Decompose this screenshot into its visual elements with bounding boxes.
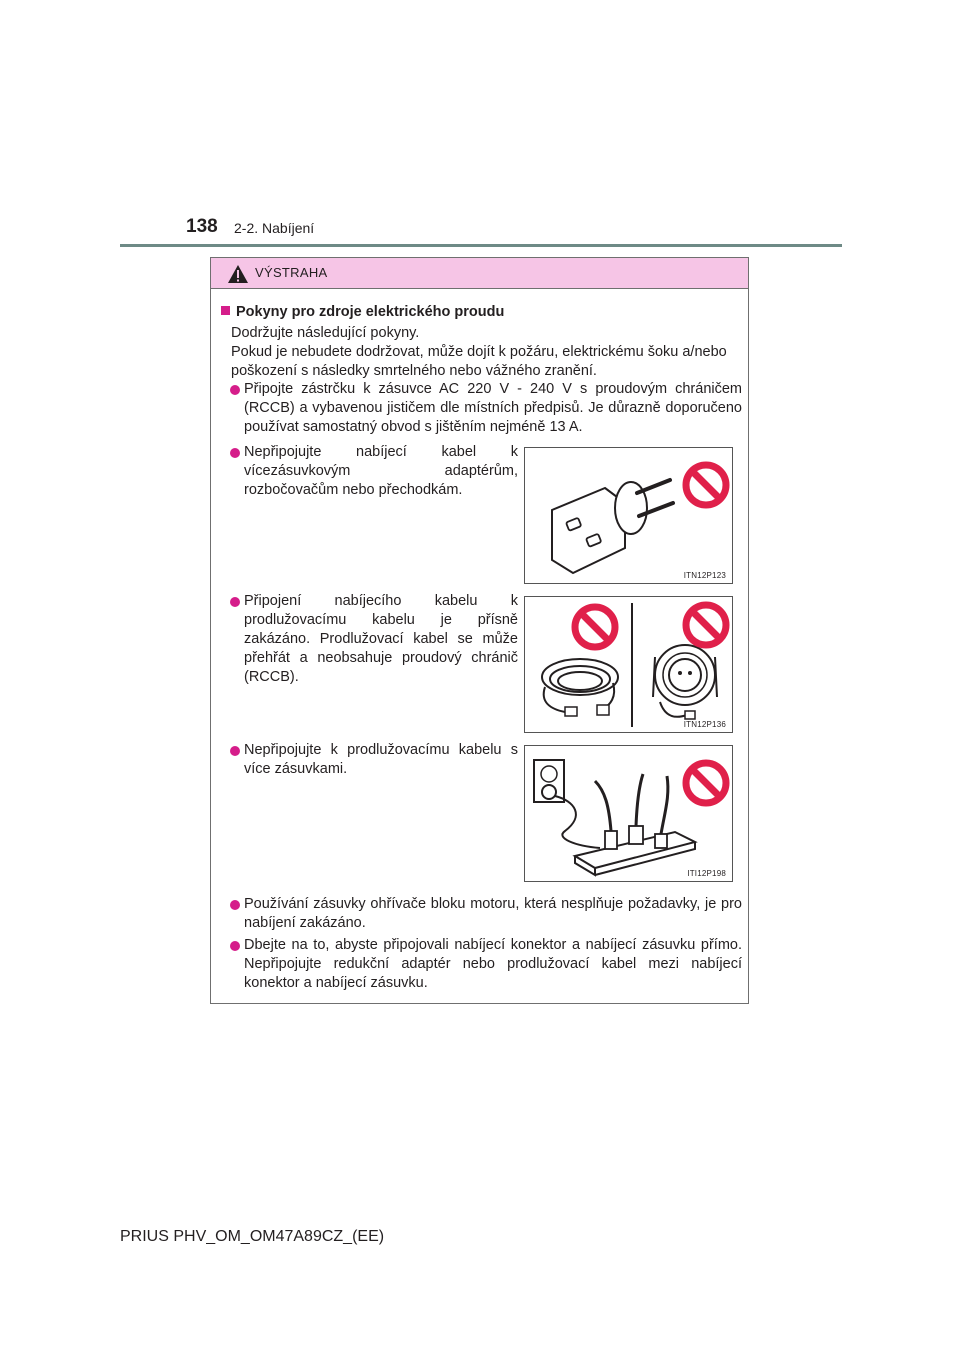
figure-code: ITN12P123 (683, 571, 726, 580)
warning-item-2: Nepřipojujte nabíjecí kabel k vícezásuvkovým adaptérům, rozbočovačům nebo přechodkám. (244, 444, 518, 498)
warning-heading-row (221, 303, 504, 322)
page-number: 138 (186, 216, 218, 237)
intro-line-1: Dodržujte následující pokyny. (231, 325, 420, 341)
warning-item-4: Nepřipojujte k prodlužovacímu kabelu s více zásuvkami. (244, 742, 518, 777)
warning-item-1: Připojte zástrčku k zásuvce AC 220 V - 240 V s proudovým chráničem (RCCB) a vybavenou jističem dle místních předpisů. Je důrazně doporučeno používat samostatný obvod s jištěním nejméně 13 A. (244, 381, 742, 435)
warning-item-3: Připojení nabíjecího kabelu k prodlužovacímu kabelu je přísně zakázáno. Prodlužovací kabel se může přehřát a neobsahuje proudový chránič (RCCB). (244, 593, 518, 685)
warning-item-5: Používání zásuvky ohřívače bloku motoru, která nesplňuje požadavky, je pro nabíjení zakázáno. (244, 896, 742, 931)
figure-extension-cord (524, 596, 733, 733)
figure-multi-plug-adapter (524, 447, 733, 584)
square-bullet-icon (221, 306, 230, 315)
warning-title: VÝSTRAHA (255, 265, 328, 280)
bullet-icon (230, 941, 240, 951)
warning-heading: Pokyny pro zdroje elektrického proudu (236, 304, 505, 320)
warning-item-6: Dbejte na to, abyste připojovali nabíjecí konektor a nabíjecí zásuvku přímo. Nepřipojujte redukční adaptér nebo prodlužovací kabel mezi nabíjecí konektor a nabíjecí zásuvku. (244, 937, 742, 991)
bullet-icon (230, 900, 240, 910)
prohibition-icon (525, 448, 734, 585)
bullet-icon (230, 448, 240, 458)
warning-box (210, 257, 749, 1004)
bullet-icon (230, 385, 240, 395)
figure-code: ITI12P198 (687, 869, 726, 878)
warning-header (211, 258, 748, 289)
section-title: 2-2. Nabíjení (234, 220, 315, 236)
warning-triangle-icon (227, 264, 249, 284)
figure-power-strip (524, 745, 733, 882)
header-rule (120, 244, 842, 247)
bullet-icon (230, 746, 240, 756)
document-code: PRIUS PHV_OM_OM47A89CZ_(EE) (120, 1228, 385, 1245)
prohibition-icon (525, 597, 734, 734)
intro-line-2: Pokud je nebudete dodržovat, může dojít k požáru, elektrickému šoku a/nebo poškození s následky smrtelného nebo vážného zranění. (231, 344, 727, 379)
bullet-icon (230, 597, 240, 607)
figure-code: ITN12P136 (683, 720, 726, 729)
prohibition-icon (525, 746, 734, 883)
